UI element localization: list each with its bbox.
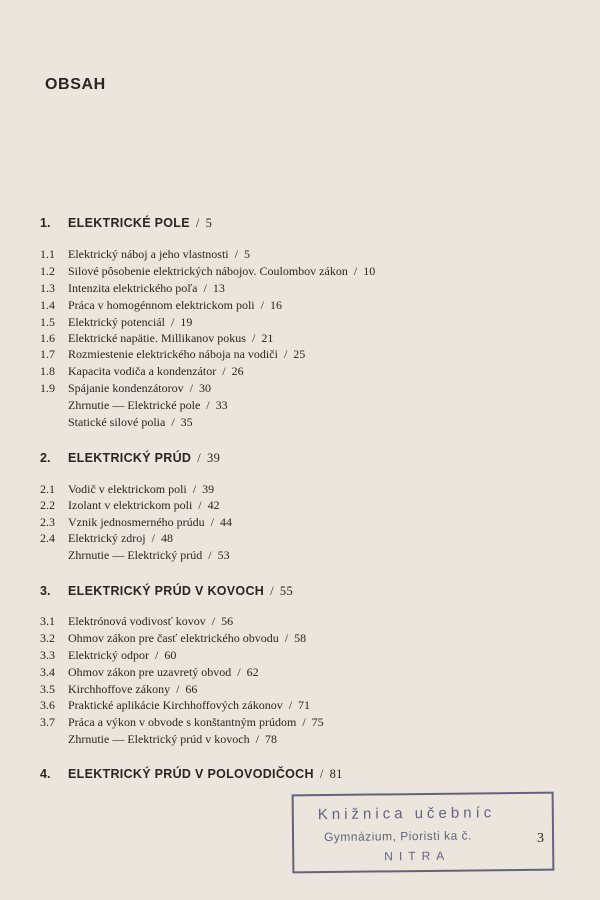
entry-number: 3.3 — [40, 648, 55, 662]
entry-title: Elektrický potenciál — [68, 315, 165, 329]
entry-number: 3.6 — [40, 698, 55, 712]
entry-title: Rozmiestenie elektrického náboja na vodiči — [68, 347, 278, 361]
entry-page: 58 — [294, 631, 307, 645]
entry-page: 42 — [207, 498, 220, 512]
library-stamp — [292, 792, 555, 874]
entry-page: 5 — [243, 247, 250, 261]
entry-page: 44 — [219, 515, 232, 529]
entry-page: 60 — [164, 648, 177, 662]
entry-title: Zhrnutie — Elektrický prúd — [68, 548, 203, 562]
entry-number: 3.4 — [40, 665, 55, 679]
entry-page: 56 — [221, 614, 234, 628]
entry-number: 1.1 — [40, 247, 55, 261]
entry-number: 3.5 — [40, 682, 55, 696]
entry-number: 3.7 — [40, 715, 55, 729]
entry-page: 66 — [185, 682, 198, 696]
entry-title: Vznik jednosmerného prúdu — [68, 515, 205, 529]
chapter-title: ELEKTRICKÝ PRÚD V KOVOCH — [68, 584, 265, 598]
entry-number: 1.8 — [40, 364, 55, 378]
entry-title: Zhrnutie — Elektrické pole — [68, 398, 201, 412]
chapter-page: 39 — [207, 451, 221, 465]
chapter-title: ELEKTRICKÝ PRÚD V POLOVODIČOCH — [68, 767, 314, 781]
entry-number: 1.9 — [40, 381, 55, 395]
entry-page: 48 — [160, 531, 173, 545]
entry-title: Ohmov zákon pre časť elektrického obvodu — [68, 631, 279, 645]
entry-number: 1.3 — [40, 281, 55, 295]
entry-number: 2.1 — [40, 482, 55, 496]
entry-title: Elektrický náboj a jeho vlastnosti — [68, 247, 229, 261]
stamp-line-city: NITRA — [384, 848, 451, 864]
entry-number: 1.2 — [40, 264, 55, 278]
entry-title: Intenzita elektrického poľa — [68, 281, 198, 295]
chapter-number: 2. — [40, 451, 51, 465]
entry-page: 13 — [212, 281, 225, 295]
chapter-title: ELEKTRICKÉ POLE — [68, 216, 190, 230]
entry-title: Práca v homogénnom elektrickom poli — [68, 298, 255, 312]
entry-title: Zhrnutie — Elektrický prúd v kovoch — [68, 732, 250, 746]
entry-page: 33 — [215, 398, 228, 412]
entry-title: Elektrický zdroj — [68, 531, 146, 545]
entry-page: 30 — [198, 381, 211, 395]
entry-number: 2.3 — [40, 515, 55, 529]
entry-title: Spájanie kondenzátorov — [68, 381, 184, 395]
entry-title: Vodič v elektrickom poli — [68, 482, 187, 496]
contents-heading: OBSAH — [45, 76, 106, 93]
entry-title: Práca a výkon v obvode s konštantným prúdom — [68, 715, 297, 729]
entry-page: 53 — [217, 548, 230, 562]
entry-number: 1.4 — [40, 298, 55, 312]
entry-page: 39 — [202, 482, 215, 496]
entry-number: 2.2 — [40, 498, 55, 512]
chapter-title-line: ELEKTRICKÝ PRÚD / 39 — [68, 451, 221, 465]
entry-page: 71 — [298, 698, 311, 712]
entry-number: 1.6 — [40, 331, 55, 345]
entry-page: 78 — [264, 732, 277, 746]
entry-title: Statické silové polia — [68, 415, 166, 429]
entry-number: 1.5 — [40, 315, 55, 329]
entry-title: Elektrický odpor — [68, 648, 149, 662]
entry-page: 75 — [311, 715, 324, 729]
entry-number: 2.4 — [40, 531, 55, 545]
entry-page: 10 — [363, 264, 376, 278]
chapter-title: ELEKTRICKÝ PRÚD — [68, 451, 192, 465]
entry-page: 62 — [246, 665, 259, 679]
entry-title: Silové pôsobenie elektrických nábojov. Coulombov zákon — [68, 264, 348, 278]
chapter-title-line: ELEKTRICKÝ PRÚD V KOVOCH / 55 — [68, 584, 293, 598]
entry-page: 19 — [180, 315, 193, 329]
entry-page: 25 — [293, 347, 306, 361]
chapter-page: 55 — [279, 584, 293, 598]
entry-number: 1.7 — [40, 347, 55, 361]
entry-title: Praktické aplikácie Kirchhoffových zákonov — [68, 698, 283, 712]
entry-title: Kapacita vodiča a kondenzátor — [68, 364, 217, 378]
entry-number: 3.2 — [40, 631, 55, 645]
entry-number: 3.1 — [40, 614, 55, 628]
entry-page: 35 — [180, 415, 193, 429]
entry-title: Elektrónová vodivosť kovov — [68, 614, 206, 628]
entry-title: Ohmov zákon pre uzavretý obvod — [68, 665, 232, 679]
chapter-title-line: ELEKTRICKÝ PRÚD V POLOVODIČOCH / 81 — [68, 767, 343, 781]
document-page: OBSAH 1. ELEKTRICKÉ POLE / 5 1.1 Elektrický náboj a jeho vlastnosti / 5 1.2 Silové pôsobenie elektrických nábojov. Coulombov zákon / 10 1.3 Intenzita elektrického poľa / 13 1.4 Práca v homogénnom elektrickom poli / 16 1.5 Elektrický potenciál / 19 1.6 Elektrické napätie. Millikanov pokus / 21 1.7 Rozmiestenie elektrického náboja na vodiči / 25 1.8 Kapacita vodiča a kondenzátor / 26 1.9 Spájanie kondenzátorov / 30 Zhrnutie — Elektrické pole / 33 Statické silové polia / 35 2. ELEKTRICKÝ PRÚD / 39 2.1 Vodič v elektrickom poli / 39 2.2 Izolant v elektrickom poli / 42 2.3 Vznik jednosmerného prúdu / 44 2.4 Elektrický zdroj / 48 Zhrnutie — Elektrický prúd / 53 3. ELEKTRICKÝ PRÚD V KOVOCH / 55 3.1 Elektrónová vodivosť kovov / 56 3.2 Ohmov zákon pre časť elektrického obvodu / 58 3.3 Elektrický odpor / 60 3.4 Ohmov zákon pre uzavretý obvod / 62 3.5 Kirchhoffove zákony / 66 3.6 Praktické aplikácie Kirchhoffových zákonov / 71 3.7 Práca a výkon v obvode s konštantným prúdom / 75 Zhrnutie — Elektrický prúd v kovoch / 78 4. ELEKTRICKÝ PRÚD V POLOVODIČOCH / 81 Knižnica učebníc Gymnázium, Pioristi ka č. NITRA 3 — [0, 0, 600, 900]
chapter-page: 81 — [329, 767, 343, 781]
entry-page: 16 — [269, 298, 282, 312]
entry-title: Elektrické napätie. Millikanov pokus — [68, 331, 246, 345]
page-number: 3 — [537, 831, 544, 846]
entry-page: 21 — [261, 331, 274, 345]
chapter-page: 5 — [205, 216, 213, 230]
stamp-line-library: Knižnica učebníc — [317, 804, 496, 824]
entry-title: Izolant v elektrickom poli — [68, 498, 193, 512]
chapter-title-line: ELEKTRICKÉ POLE / 5 — [68, 216, 213, 230]
stamp-line-school: Gymnázium, Pioristi ka č. — [323, 828, 472, 845]
entry-title: Kirchhoffove zákony — [68, 682, 171, 696]
chapter-number: 1. — [40, 216, 51, 230]
entry-page: 26 — [231, 364, 244, 378]
chapter-number: 4. — [40, 767, 51, 781]
chapter-number: 3. — [40, 584, 51, 598]
